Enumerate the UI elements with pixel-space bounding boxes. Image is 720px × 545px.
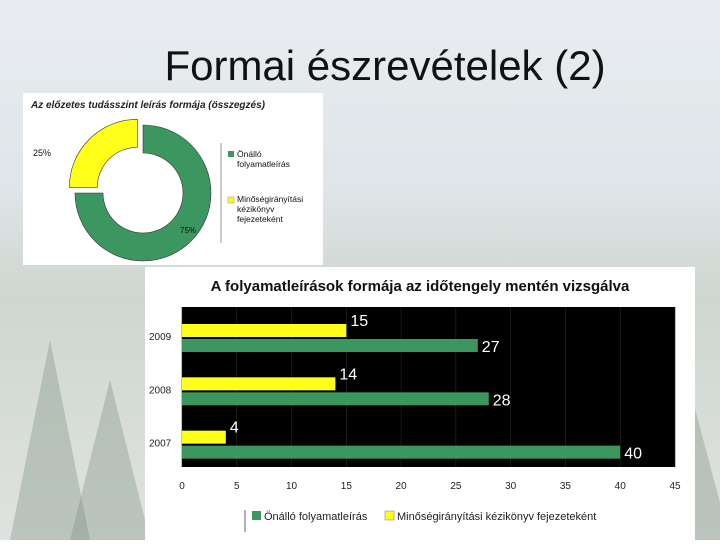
x-tick-label: 0	[179, 481, 185, 492]
donut-legend-swatch	[228, 151, 234, 157]
bar	[182, 446, 620, 459]
bar-legend-swatch	[252, 511, 261, 520]
data-label: 27	[481, 339, 500, 356]
bar	[182, 339, 478, 352]
donut-legend-label: Minőségirányítási kézikönyv fejezeteként	[237, 194, 304, 224]
data-label: 15	[350, 313, 369, 330]
bar	[182, 392, 489, 405]
donut-legend-label: Önálló folyamatleírás	[237, 149, 290, 169]
bar-chart-title: A folyamatleírások formája az időtengely mentén vizsgálva	[210, 278, 630, 295]
donut-chart-panel	[23, 93, 323, 265]
x-tick-label: 45	[669, 481, 681, 492]
data-label: 14	[339, 366, 358, 384]
x-tick-label: 5	[233, 481, 240, 492]
bar-legend-swatch	[385, 511, 394, 520]
x-tick-label: 35	[559, 481, 572, 492]
bar-legend-label: Önálló folyamatleírás	[264, 511, 368, 523]
donut-chart-title: Az előzetes tudásszint leírás formája (összegzés)	[31, 100, 265, 111]
bar	[182, 431, 226, 444]
category-label: 2007	[149, 438, 172, 450]
x-tick-label: 15	[340, 481, 352, 492]
data-label: 4	[229, 419, 239, 437]
x-tick-label: 30	[505, 481, 517, 492]
bar-chart-panel	[145, 267, 695, 540]
x-tick-label: 10	[285, 481, 298, 492]
bar-chart	[145, 267, 695, 540]
bar	[182, 377, 335, 390]
x-tick-label: 40	[614, 481, 626, 492]
donut-legend-swatch	[228, 197, 234, 203]
donut-label-25: 25%	[33, 148, 52, 158]
category-label: 2009	[149, 332, 172, 343]
category-label: 2008	[149, 385, 172, 397]
bar-legend-label: Minőségirányítási kézikönyv fejezeteként	[397, 511, 597, 523]
donut-chart	[23, 93, 323, 265]
data-label: 40	[624, 445, 643, 463]
donut-label-75: 75%	[180, 226, 197, 235]
slide-title: Formai észrevételek (2)	[164, 42, 606, 89]
bar	[182, 324, 346, 337]
x-tick-label: 20	[395, 481, 407, 492]
donut-slice	[69, 119, 137, 187]
x-tick-label: 25	[450, 481, 462, 492]
data-label: 28	[492, 392, 511, 410]
